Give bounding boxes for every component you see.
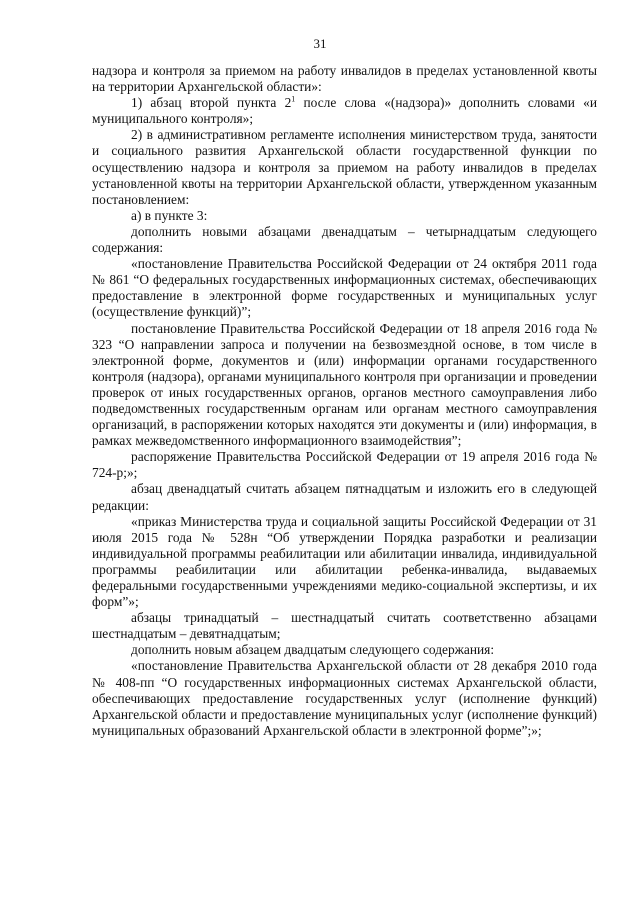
paragraph-continuation: надзора и контроля за приемом на работу инвалидов в пределах установленной квоты на территории Архангельской области»:	[92, 63, 597, 95]
paragraph-quote-323: постановление Правительства Российской Федерации от 18 апреля 2016 года № 323 “О направлении запроса и получении на безвозмездной основе, в том числе в электронной форме, документов и (или) информации органами государственного контроля (надзора), органами муниципального контроля при организации и проведении проверок от иных государственных органов, органов местного самоуправления либо подведомственных государственным органам или органам местного самоуправления организаций, в распоряжении которых находятся эти документы и (или) информация, в рамках межведомственного информационного взаимодействия”;	[92, 320, 597, 449]
paragraph-item-2: 2) в административном регламенте исполнения министерством труда, занятости и социального развития Архангельской области государственной функции по осуществлению надзора и контроля за приемом на работу инвалидов в пределах установленной квоты на территории Архангельской области, утвержденном указанным постановлением:	[92, 127, 597, 207]
paragraph-item-1-start: 1) абзац второй пункта 2	[131, 95, 292, 111]
paragraph-quote-861: «постановление Правительства Российской Федерации от 24 октября 2011 года № 861 “О федеральных государственных информационных системах, обеспечивающих предоставление в электронной форме государственных и муниципальных услуг (осуществление функций)”;	[92, 256, 597, 320]
document-body	[92, 63, 597, 739]
paragraph-subitem-a: а) в пункте 3:	[131, 207, 208, 223]
paragraph-quote-724: распоряжение Правительства Российской Федерации от 19 апреля 2016 года № 724-р;»;	[92, 449, 597, 481]
paragraph-renumber-12: абзац двенадцатый считать абзацем пятнадцатым и изложить его в следующей редакции:	[92, 481, 597, 513]
paragraph-item-1-end: после слова «(надзора)» дополнить словами «и муниципального контроля»;	[92, 95, 597, 127]
paragraph-add-twentieth: дополнить новым абзацем двадцатым следующего содержания:	[131, 642, 495, 658]
superscript: 1	[291, 94, 296, 104]
paragraph-quote-528n: «приказ Министерства труда и социальной защиты Российской Федерации от 31 июля 2015 года № 528н “Об утверждении Порядка разработки и реализации индивидуальной программы реабилитации или абилитации инвалида, индивидуальной программы реабилитации или абилитации ребенка-инвалида, выдаваемых федеральными государственными учреждениями медико-социальной экспертизы, и их форм”»;	[92, 513, 597, 610]
page-number: 31	[313, 36, 327, 51]
paragraph-renumber-13-16: абзацы тринадцатый – шестнадцатый считать соответственно абзацами шестнадцатым – девятнадцатым;	[92, 610, 597, 642]
paragraph-quote-408pp: «постановление Правительства Архангельской области от 28 декабря 2010 года № 408-пп “О государственных информационных системах Архангельской области, обеспечивающих предоставление государственных услуг (исполнение функций) Архангельской области и предоставление муниципальных услуг (исполнение функций) муниципальных образований Архангельской области в электронной форме”;»;	[92, 658, 597, 738]
paragraph-item-1	[92, 95, 597, 127]
paragraph-add-paragraphs: дополнить новыми абзацами двенадцатым – четырнадцатым следующего содержания:	[92, 223, 597, 256]
